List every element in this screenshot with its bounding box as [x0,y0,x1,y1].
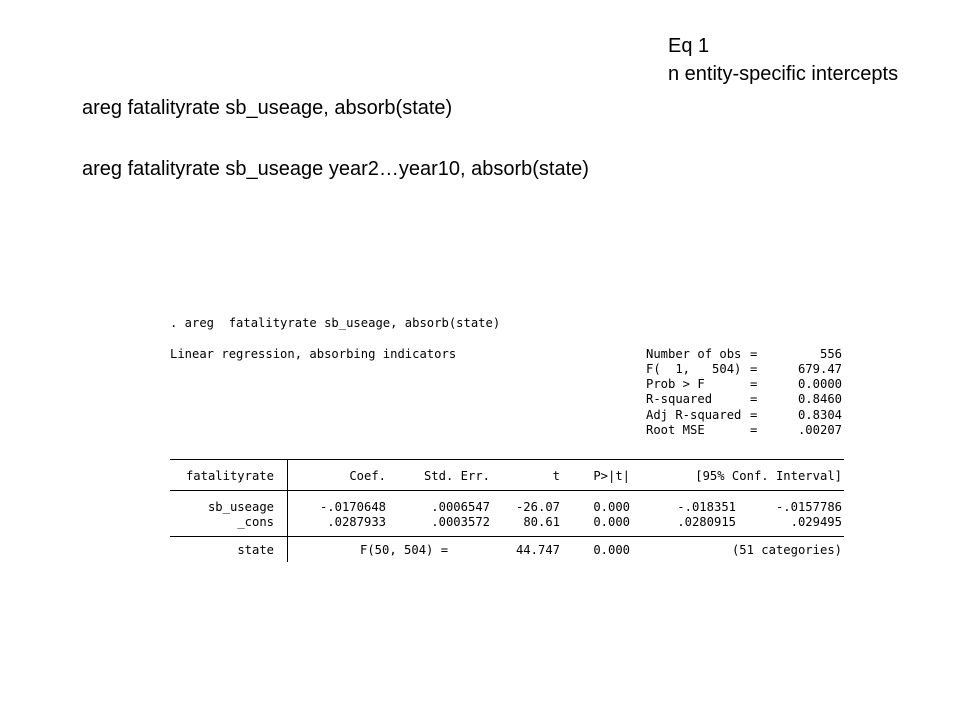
cell-p: 0.000 [593,515,630,529]
table-header-rule [170,490,844,491]
table-top-rule [170,459,844,460]
stat-label: Root MSE [646,423,705,437]
stat-value: .00207 [797,423,842,437]
cell-ci-low: -.018351 [677,500,736,514]
cell-t: 80.61 [523,515,560,529]
stat-label: Number of obs [646,347,742,361]
cell-p: 0.000 [593,500,630,514]
stat-value: 0.8460 [797,392,842,406]
cell-coef: .0287933 [327,515,386,529]
table-column-divider [287,459,288,562]
absorbed-f-value: 44.747 [515,543,560,557]
equation-description: n entity-specific intercepts [668,63,899,85]
stat-label: Prob > F [646,377,705,391]
col-header-se: Std. Err. [423,469,490,483]
col-header-coef: Coef. [349,469,386,483]
stata-output [170,314,850,564]
absorbed-categories: (51 categories) [731,543,842,557]
model-title: Linear regression, absorbing indicators [170,347,457,361]
regression-command-2: areg fatalityrate sb_useage year2…year10, absorb(state) [82,158,589,180]
stat-label: R-squared [646,392,713,406]
cell-t: -26.07 [515,500,560,514]
stat-value: 0.0000 [797,377,842,391]
stat-equals: = [750,423,758,437]
cell-coef: -.0170648 [319,500,386,514]
absorbed-variable: state [237,543,274,557]
stata-command-line: . areg fatalityrate sb_useage, absorb(state) [170,316,501,330]
cell-ci-high: -.0157786 [775,500,842,514]
absorbed-f-label: F(50, 504) = [360,543,449,557]
stat-equals: = [750,362,758,376]
absorbed-p: 0.000 [593,543,630,557]
row-variable: _cons [237,515,274,529]
col-header-t: t [552,469,560,483]
depvar-header: fatalityrate [185,469,274,483]
cell-se: .0006547 [431,500,490,514]
cell-se: .0003572 [431,515,490,529]
stat-equals: = [750,377,758,391]
stat-equals: = [750,408,758,422]
cell-ci-high: .029495 [790,515,842,529]
row-variable: sb_useage [207,500,274,514]
stat-value: 0.8304 [797,408,842,422]
stat-equals: = [750,347,758,361]
stat-equals: = [750,392,758,406]
stat-value: 679.47 [797,362,842,376]
equation-title: Eq 1 [668,35,710,57]
cell-ci-low: .0280915 [677,515,736,529]
stat-label: F( 1, 504) [646,362,742,376]
stat-value: 556 [819,347,842,361]
table-middle-rule [170,536,844,537]
regression-command-1: areg fatalityrate sb_useage, absorb(state) [82,97,453,119]
col-header-p: P>|t| [593,469,630,483]
stat-label: Adj R-squared [646,408,742,422]
col-header-ci: [95% Conf. Interval] [695,469,842,483]
